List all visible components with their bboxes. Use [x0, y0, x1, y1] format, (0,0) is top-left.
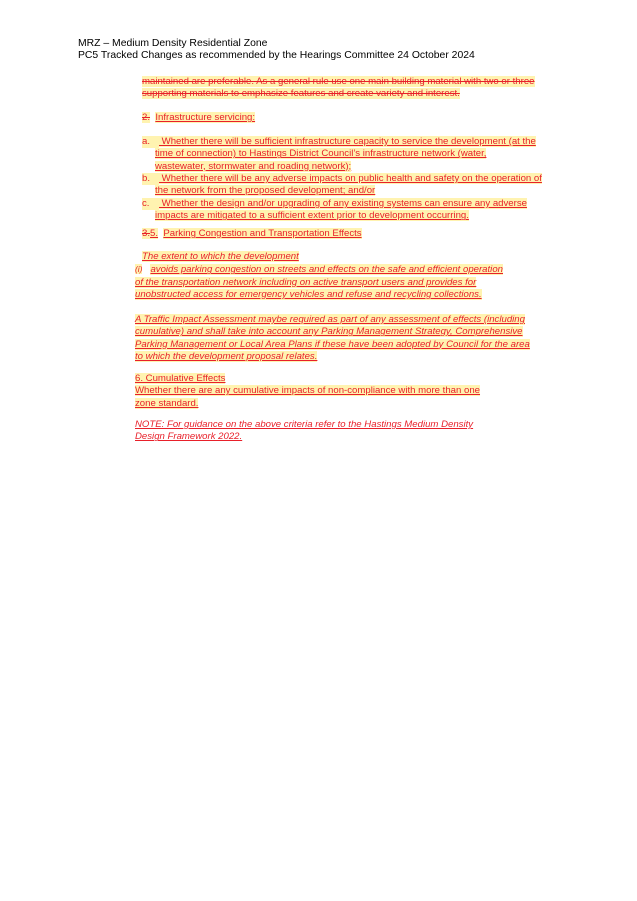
parking-heading	[142, 228, 362, 240]
item-label: a.	[142, 136, 159, 148]
infrastructure-item-a	[142, 136, 536, 173]
item-text: wastewater, stormwater and roading network);	[155, 160, 352, 172]
infrastructure-heading	[142, 112, 255, 124]
paragraph-line: cumulative) and shall take into account any Parking Management Strategy, Comprehensive	[135, 326, 523, 338]
item-text: Whether the design and/or upgrading of any existing systems can ensure any adverse	[159, 198, 527, 209]
item-text: of the transportation network including on active transport users and provides for	[135, 276, 477, 288]
note-line: Design Framework 2022.	[135, 431, 243, 443]
item-text: Whether there will be any adverse impacts on public health and safety on the operation of	[159, 173, 542, 184]
item-text: Whether there will be sufficient infrastructure capacity to service the development (at the	[159, 136, 536, 147]
guidance-note	[135, 419, 473, 444]
traffic-impact-paragraph	[135, 314, 530, 363]
parking-body	[135, 251, 503, 301]
paragraph-line: to which the development proposal relates.	[135, 350, 318, 362]
item-text: the network from the proposed development; and/or	[155, 185, 376, 197]
section-title: Parking Congestion and Transportation Effects	[163, 228, 362, 239]
struck-number: 3.	[142, 228, 151, 239]
header-line-2: PC5 Tracked Changes as recommended by the Hearings Committee 24 October 2024	[78, 50, 475, 61]
item-label: (i)	[135, 264, 143, 275]
cumulative-effects	[135, 373, 480, 410]
section-title: 6. Cumulative Effects	[135, 373, 226, 384]
paragraph-line: A Traffic Impact Assessment maybe required as part of any assessment of effects (including	[135, 314, 525, 325]
paragraph-line: Parking Management or Local Area Plans if these have been adopted by Council for the area	[135, 338, 530, 350]
item-text: impacts are mitigated to a sufficient extent prior to development occurring.	[155, 210, 469, 222]
item-text: time of connection) to Hastings District Council’s infrastructure network (water,	[155, 148, 487, 160]
header-line-1: MRZ – Medium Density Residential Zone	[78, 38, 268, 49]
lead-text: The extent to which the development	[142, 251, 299, 262]
infrastructure-item-b	[142, 173, 542, 198]
section-title: Infrastructure servicing:	[155, 112, 256, 123]
paragraph-line: Whether there are any cumulative impacts of non-compliance with more than one	[135, 385, 481, 397]
infrastructure-item-c	[142, 198, 527, 223]
struck-text-line: supporting materials to emphasize features and create variety and interest.	[142, 88, 460, 100]
item-text: unobstructed access for emergency vehicles and refuse and recycling collections.	[135, 288, 482, 300]
item-label: c.	[142, 198, 159, 210]
item-label: b.	[142, 173, 159, 185]
item-text: avoids parking congestion on streets and effects on the safe and efficient operation	[150, 264, 503, 276]
struck-intro-paragraph	[142, 76, 535, 101]
struck-number: 2.	[142, 112, 151, 123]
paragraph-line: zone standard.	[135, 397, 199, 409]
struck-text-line: maintained are preferable. As a general rule use one main building material with two or three	[142, 76, 535, 87]
new-number: 5.	[150, 228, 159, 239]
note-line: NOTE: For guidance on the above criteria refer to the Hastings Medium Density	[135, 419, 474, 430]
